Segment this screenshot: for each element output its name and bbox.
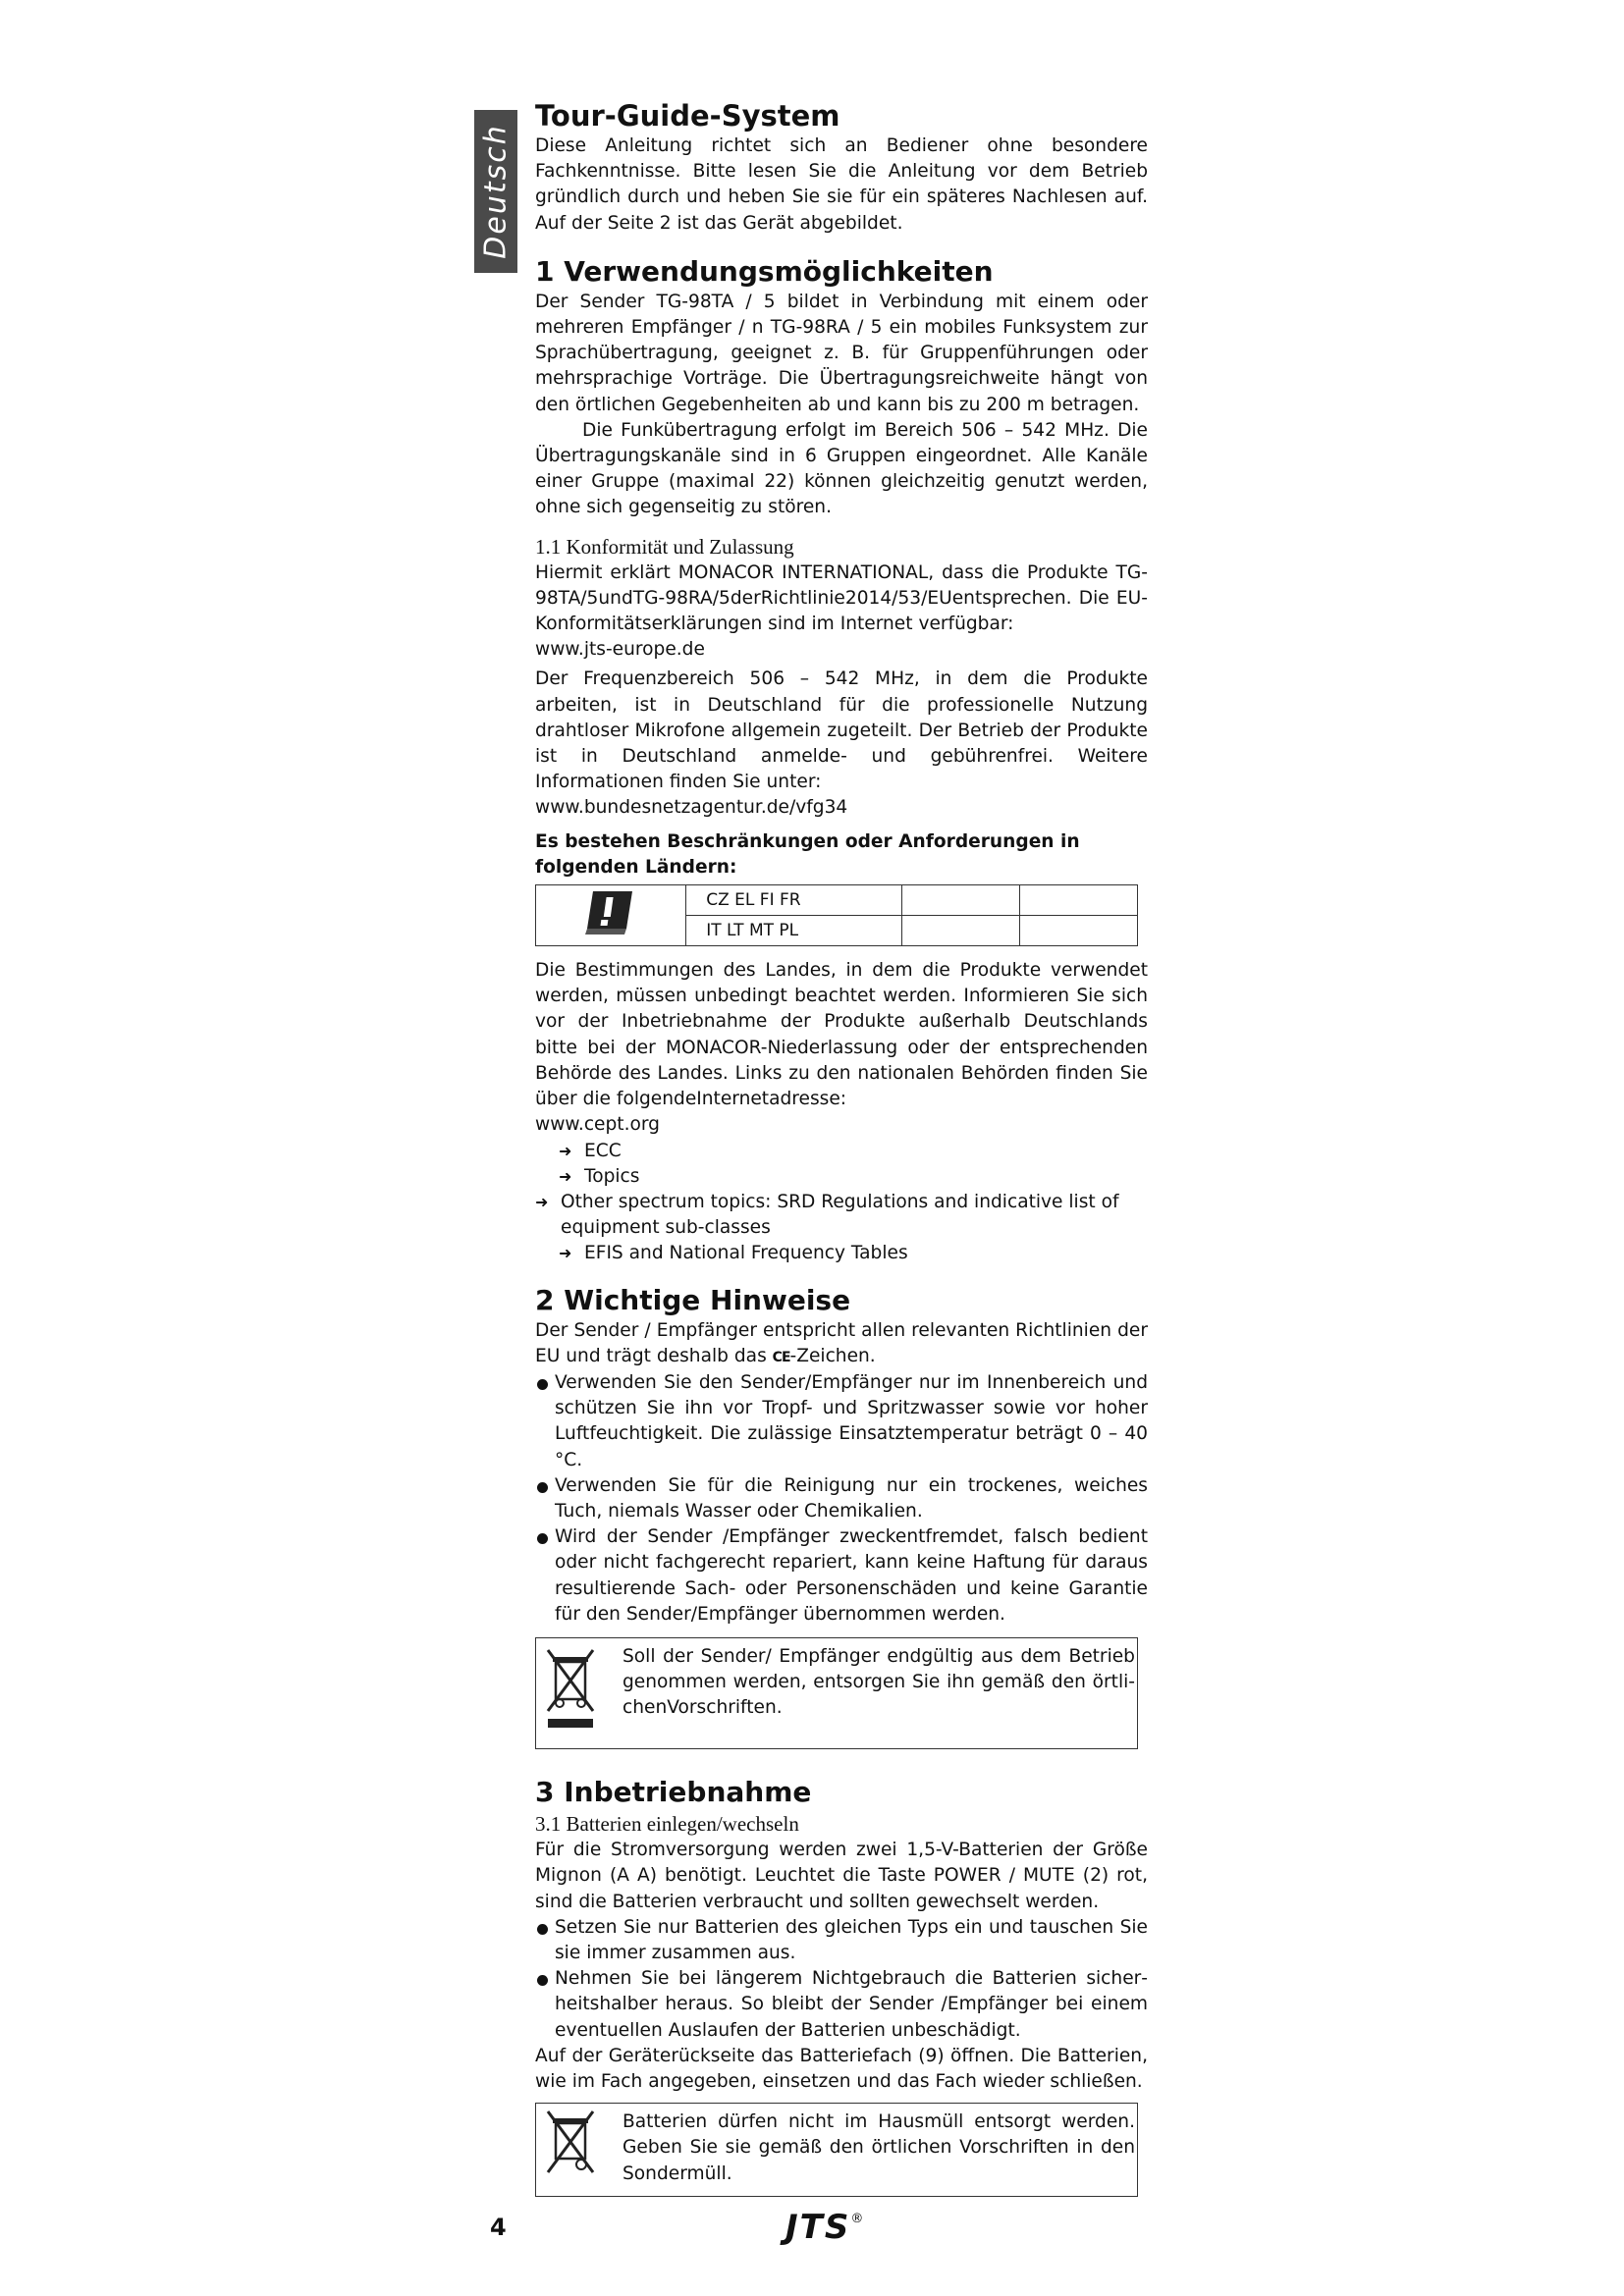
link-path-text: ECC	[584, 1140, 622, 1161]
crossed-bin-icon	[544, 2109, 623, 2188]
arrow-right-icon: ➜	[559, 1166, 572, 1186]
intro-paragraph: Diese Anleitung richtet sich an Bediener ohne besondere Fachkenntnisse. Bitte lesen Sie die Anleitung vor dem Betrieb gründlich durch und heben Sie sie für ein späteres Nachlesen auf. Auf der Seite 2 ist das Gerät abgebildet.	[535, 135, 1148, 234]
section-2-intro	[535, 1318, 1148, 1370]
section-3-paragraph-1: Für die Stromversorgung werden zwei 1,5-V-Batterien der Größe Mignon (A A) benötigt. Leuchtet die Taste POWER / MUTE (2) rot, sind die Batterien verbraucht und sollten gewechselt werden.	[535, 1840, 1148, 1912]
page-title: Tour-Guide-System	[535, 99, 840, 133]
registered-mark: ®	[850, 2212, 866, 2226]
list-item: Verwenden Sie den Sender/Empfänger nur im Innenbereich und schützen Sie ihn vor Tropf- und Spritzwasser sowie vor hoher Luftfeuchtigkeit. Die zulässige Einsatztemperatur beträgt 0 – 40 °C.	[535, 1370, 1148, 1473]
list-item: Nehmen Sie bei längerem Nichtgebrauch die Batterien sicherheitshalber heraus. So bleibt der Sender /Empfänger bei einem eventuellen Auslaufen der Batterien unbeschädigt.	[535, 1966, 1148, 2044]
link-path-text: Other spectrum topics: SRD Regulations and indicative list of equipment sub-classes	[561, 1191, 1119, 1239]
link-path-list	[535, 1139, 1148, 1267]
warning-notice-cell	[536, 885, 686, 946]
battery-list	[535, 1915, 1148, 2044]
country-cell: CZ EL FI FR	[686, 885, 902, 916]
language-tab	[474, 110, 517, 273]
restriction-warning-icon	[579, 887, 642, 938]
page-number: 4	[490, 2214, 507, 2241]
disposal-notice	[535, 1637, 1138, 1749]
frequency-paragraph: Der Frequenzbereich 506 – 542 MHz, in dem die Produkte arbeiten, ist in Deutschland für die professionelle Nutzung drahtloser Mikrofone allgemein zugeteilt. Der Betrieb der Produkte ist in Deutschland anmelde- und gebührenfrei. Weitere Informationen finden Sie unter:	[535, 668, 1148, 793]
battery-disposal-text: Batterien dürfen nicht im Hausmüll entsorgt werden. Geben Sie sie gemäß den örtlichen Vorschriften in den Sondermüll.	[623, 2111, 1135, 2184]
notes-list	[535, 1370, 1148, 1628]
section-3-1-heading: 3.1 Batterien einlegen/wechseln	[535, 1812, 799, 1837]
empty-cell	[1020, 916, 1138, 946]
restrictions-heading: Es bestehen Beschränkungen oder Anforderungen in folgenden Ländern:	[535, 830, 1080, 878]
disposal-text: Soll der Sender/ Empfänger endgültig aus dem Betrieb genommen werden, entsorgen Sie ihn gemäß den örtlichenVorschriften.	[623, 1645, 1135, 1719]
section-1-1-heading: 1.1 Konformität und Zulassung	[535, 534, 794, 559]
arrow-right-icon: ➜	[535, 1192, 549, 1211]
list-item	[559, 1164, 1148, 1190]
section-1-paragraph-1: Der Sender TG-98TA / 5 bildet in Verbindung mit einem oder mehreren Empfänger / n TG-98RA / 5 ein mobiles Funksystem zur Sprachübertragung, geeignet z. B. für Gruppenführungen oder mehrsprachige Vorträge. Die Übertragungsreichweite hängt von den örtlichen Gegebenheiten ab und kann bis zu 200 m betragen.	[535, 291, 1148, 415]
section-2-heading: 2 Wichtige Hinweise	[535, 1283, 851, 1316]
conformity-paragraph: Hiermit erklärt MONACOR INTERNATIONAL, dass die Produkte TG-98TA/5undTG-98RA/5derRichtlinie2014/53/EUentsprechen. Die EU-Konformitätserklärungen sind im Internet verfügbar:	[535, 561, 1148, 635]
crossed-bin-icon	[544, 1644, 623, 1740]
link-path-text: Topics	[584, 1165, 640, 1187]
jts-logo	[785, 2208, 865, 2247]
country-cell: IT LT MT PL	[686, 916, 902, 946]
arrow-right-icon: ➜	[559, 1244, 572, 1263]
list-item	[559, 1139, 1148, 1164]
regulations-paragraph: Die Bestimmungen des Landes, in dem die Produkte verwendet werden, müssen unbedingt beachtet werden. Informieren Sie sich vor der Inbetriebnahme der Produkte außerhalb Deutschlands bitte bei der MONACOR-Niederlassung oder der entsprechenden Behörde des Landes. Links zu den nationalen Behörden finden Sie über die folgendeInternetadresse:	[535, 960, 1148, 1110]
ce-mark: CE	[772, 1349, 790, 1365]
country-restriction-table	[535, 884, 1138, 946]
section-1-heading: 1 Verwendungsmöglichkeiten	[535, 254, 994, 288]
empty-cell	[902, 916, 1020, 946]
empty-cell	[902, 885, 1020, 916]
conformity-url: www.jts-europe.de	[535, 639, 705, 661]
jts-logo-text: JTS	[785, 2208, 851, 2247]
list-item	[559, 1241, 1148, 1266]
section-3-paragraph-2: Auf der Geräterückseite das Batteriefach (9) öffnen. Die Batterien, wie im Fach angegeben, einsetzen und das Fach wieder schließen.	[535, 2045, 1148, 2092]
list-item	[535, 1190, 1148, 1241]
list-item: Setzen Sie nur Batterien des gleichen Typs ein und tauschen Sie sie immer zusammen aus.	[535, 1915, 1148, 1966]
language-tab-label: Deutsch	[478, 124, 514, 259]
list-item: Wird der Sender /Empfänger zweckentfremdet, falsch bedient oder nicht fachgerecht repariert, kann keine Haftung für daraus resultierende Sach- oder Personenschäden und keine Garantie für den Sender/Empfänger übernommen werden.	[535, 1524, 1148, 1628]
section-3-heading: 3 Inbetriebnahme	[535, 1776, 812, 1809]
battery-disposal-notice	[535, 2103, 1138, 2197]
table-row	[536, 885, 1138, 916]
section-2-intro-suffix: -Zeichen.	[789, 1345, 876, 1366]
section-1-paragraph-2: Die Funkübertragung erfolgt im Bereich 506 – 542 MHz. Die Übertragungskanäle sind in 6 Gruppen eingeordnet. Alle Kanäle einer Gruppe (maximal 22) können gleichzeitig genutzt werden, ohne sich gegenseitig zu stören.	[535, 419, 1148, 518]
section-2-intro-text: Der Sender / Empfänger entspricht allen relevanten Richtlinien der EU und trägt deshalb das	[535, 1319, 1148, 1366]
empty-cell	[1020, 885, 1138, 916]
content-column	[535, 98, 1148, 2197]
arrow-right-icon: ➜	[559, 1141, 572, 1160]
frequency-url: www.bundesnetzagentur.de/vfg34	[535, 797, 848, 819]
link-path-text: EFIS and National Frequency Tables	[584, 1243, 908, 1264]
list-item: Verwenden Sie für die Reinigung nur ein trockenes, weiches Tuch, niemals Wasser oder Chemikalien.	[535, 1473, 1148, 1524]
regulations-url: www.cept.org	[535, 1114, 660, 1136]
